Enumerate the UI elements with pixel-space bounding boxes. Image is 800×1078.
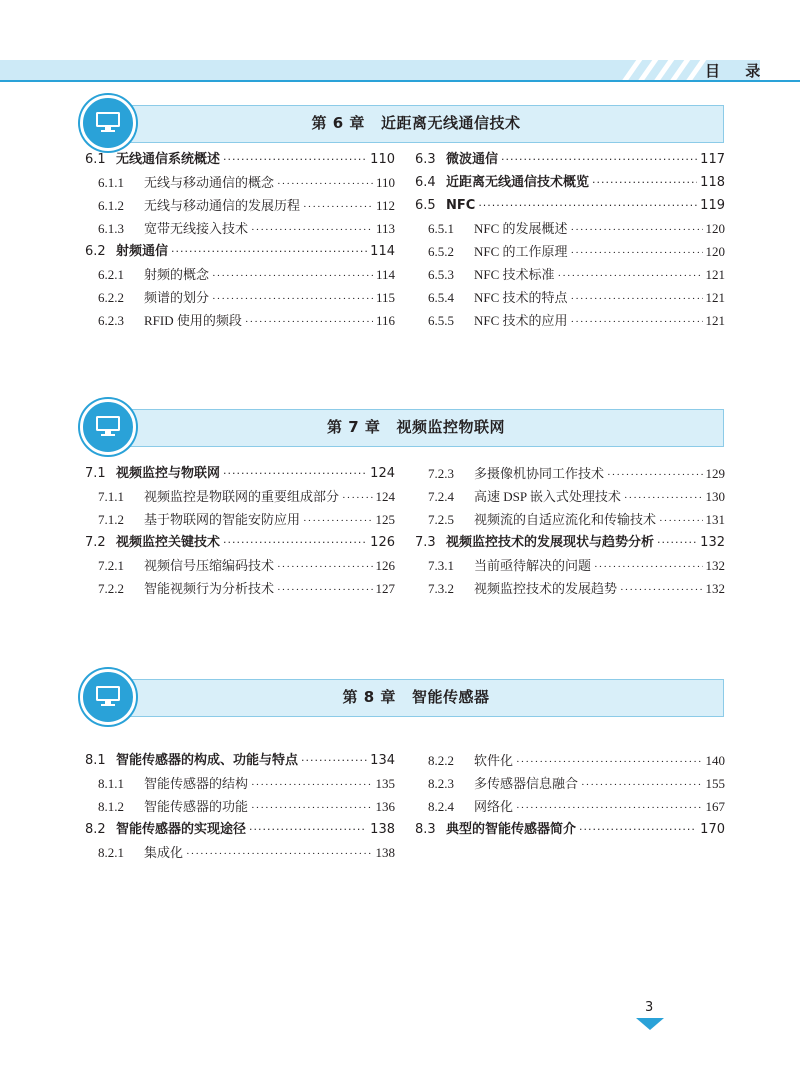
toc-entry-number: 7.1.2 — [98, 512, 124, 527]
toc-leader-dots — [251, 219, 373, 242]
toc-entry-title: 无线与移动通信的发展历程 — [144, 198, 301, 213]
toc-entry-number: 7.2 — [85, 535, 106, 550]
toc-entry-title: 近距离无线通信技术概览 — [446, 175, 590, 190]
toc-section-entry[interactable] — [85, 148, 395, 171]
toc-entry-number: 7.2.5 — [428, 512, 454, 527]
toc-entry-page: 125 — [375, 512, 395, 527]
toc-entry-title: 视频监控与物联网 — [116, 466, 221, 481]
toc-entry-number: 7.3.1 — [428, 558, 454, 573]
toc-subsection-entry[interactable] — [85, 286, 395, 309]
toc-entry-page: 114 — [375, 267, 395, 282]
toc-entry-number: 8.1 — [85, 753, 106, 768]
toc-entry-title: 频谱的划分 — [144, 290, 210, 305]
toc-entry-title: 无线通信系统概述 — [116, 152, 221, 167]
toc-entry-title: 视频监控关键技术 — [116, 535, 221, 550]
toc-entry-page: 130 — [705, 489, 725, 504]
toc-subsection-entry[interactable] — [415, 485, 725, 508]
toc-leader-dots — [251, 774, 372, 797]
toc-entry-number: 6.1.1 — [98, 175, 124, 190]
toc-entry-title: NFC 技术标准 — [474, 267, 555, 282]
chapter-label: 第 7 章 — [327, 418, 381, 436]
toc-entry-page: 140 — [705, 753, 725, 768]
toc-subsection-entry[interactable] — [415, 217, 725, 240]
toc-section-entry[interactable] — [415, 818, 725, 841]
toc-leader-dots — [223, 531, 367, 554]
toc-entry-page: 138 — [370, 822, 395, 837]
toc-leader-dots — [212, 265, 373, 288]
toc-entry-title: NFC — [446, 198, 476, 213]
toc-leader-dots — [659, 510, 702, 533]
toc-entry-page: 124 — [370, 466, 395, 481]
chapter-name: 近距离无线通信技术 — [380, 114, 521, 132]
toc-entry-number: 6.5.5 — [428, 313, 454, 328]
toc-subsection-entry[interactable] — [415, 772, 725, 795]
toc-entry-number: 6.2.1 — [98, 267, 124, 282]
toc-leader-dots — [212, 288, 373, 311]
toc-leader-dots — [251, 797, 372, 820]
toc-entry-number: 8.2.4 — [428, 799, 454, 814]
chapter-title — [110, 679, 722, 715]
toc-entry-title: 基于物联网的智能安防应用 — [144, 512, 301, 527]
toc-entry-number: 7.3.2 — [428, 581, 454, 596]
chapter-title — [110, 105, 722, 141]
toc-entry-page: 132 — [700, 535, 725, 550]
toc-leader-dots — [303, 196, 373, 219]
toc-entry-page: 112 — [375, 198, 395, 213]
toc-entry-title: 智能传感器的功能 — [144, 799, 249, 814]
toc-entry-page: 120 — [705, 221, 725, 236]
toc-entry-number: 8.2.2 — [428, 753, 454, 768]
toc-entry-page: 132 — [705, 558, 725, 573]
chapter-6-left-column — [85, 148, 395, 332]
toc-entry-page: 110 — [375, 175, 395, 190]
toc-leader-dots — [249, 818, 367, 841]
toc-entry-page: 115 — [375, 290, 395, 305]
toc-entry-page: 121 — [705, 267, 725, 282]
toc-entry-title: RFID 使用的频段 — [144, 313, 242, 328]
toc-leader-dots — [171, 240, 367, 263]
toc-leader-dots — [342, 487, 372, 510]
toc-entry-title: NFC 的发展概述 — [474, 221, 568, 236]
toc-entry-title: NFC 的工作原理 — [474, 244, 568, 259]
toc-entry-page: 136 — [375, 799, 395, 814]
toc-leader-dots — [558, 265, 703, 288]
toc-subsection-entry[interactable] — [415, 462, 725, 485]
toc-entry-number: 8.1.2 — [98, 799, 124, 814]
toc-entry-page: 121 — [705, 313, 725, 328]
toc-subsection-entry[interactable] — [415, 577, 725, 600]
toc-leader-dots — [277, 556, 372, 579]
toc-leader-dots — [581, 774, 702, 797]
toc-entry-title: 智能传感器的实现途径 — [116, 822, 247, 837]
toc-entry-number: 7.2.1 — [98, 558, 124, 573]
toc-section-entry[interactable] — [85, 818, 395, 841]
toc-entry-number: 7.3 — [415, 535, 436, 550]
toc-subsection-entry[interactable] — [85, 841, 395, 864]
toc-entry-title: 视频流的自适应流化和传输技术 — [474, 512, 657, 527]
toc-entry-title: NFC 技术的应用 — [474, 313, 568, 328]
toc-subsection-entry[interactable] — [415, 240, 725, 263]
chapter-8-left-column — [85, 749, 395, 864]
chapter-title — [110, 409, 722, 445]
toc-entry-number: 6.5.4 — [428, 290, 454, 305]
toc-entry-page: 155 — [705, 776, 725, 791]
toc-entry-number: 6.2.3 — [98, 313, 124, 328]
chapter-7-right-column — [415, 462, 725, 600]
toc-entry-title: 智能视频行为分析技术 — [144, 581, 275, 596]
toc-subsection-entry[interactable] — [85, 217, 395, 240]
toc-leader-dots — [624, 487, 703, 510]
toc-entry-number: 7.2.2 — [98, 581, 124, 596]
toc-entry-title: 典型的智能传感器简介 — [446, 822, 577, 837]
toc-entry-title: 网络化 — [474, 799, 514, 814]
computer-monitor-icon — [80, 399, 136, 455]
toc-leader-dots — [501, 148, 697, 171]
toc-section-entry[interactable] — [415, 531, 725, 554]
toc-entry-number: 6.1 — [85, 152, 106, 167]
toc-entry-page: 129 — [705, 466, 725, 481]
toc-leader-dots — [571, 288, 703, 311]
toc-entry-title: 智能传感器的构成、功能与特点 — [116, 753, 299, 768]
toc-leader-dots — [620, 579, 702, 602]
header-title: 目 录 — [705, 62, 771, 80]
toc-subsection-entry[interactable] — [85, 508, 395, 531]
toc-leader-dots — [303, 510, 372, 533]
toc-entry-title: 宽带无线接入技术 — [144, 221, 249, 236]
toc-subsection-entry[interactable] — [85, 171, 395, 194]
toc-leader-dots — [592, 171, 697, 194]
toc-entry-number: 8.3 — [415, 822, 436, 837]
toc-entry-number: 6.2 — [85, 244, 106, 259]
toc-subsection-entry[interactable] — [85, 263, 395, 286]
toc-subsection-entry[interactable] — [415, 795, 725, 818]
toc-entry-number: 6.2.2 — [98, 290, 124, 305]
toc-leader-dots — [657, 531, 697, 554]
toc-subsection-entry[interactable] — [85, 309, 395, 332]
toc-leader-dots — [277, 173, 373, 196]
chapter-7-banner — [80, 405, 725, 455]
toc-entry-page: 134 — [370, 753, 395, 768]
toc-subsection-entry[interactable] — [85, 577, 395, 600]
toc-subsection-entry[interactable] — [415, 749, 725, 772]
toc-entry-number: 8.2.1 — [98, 845, 124, 860]
toc-entry-title: 集成化 — [144, 845, 184, 860]
toc-entry-number: 7.2.3 — [428, 466, 454, 481]
chapter-name: 视频监控物联网 — [396, 418, 505, 436]
page-number: 3 — [645, 1000, 654, 1015]
toc-entry-page: 132 — [705, 581, 725, 596]
toc-entry-title: 视频信号压缩编码技术 — [144, 558, 275, 573]
toc-section-entry[interactable] — [85, 462, 395, 485]
chapter-7-left-column — [85, 462, 395, 600]
toc-entry-title: 软件化 — [474, 753, 514, 768]
toc-entry-title: 无线与移动通信的概念 — [144, 175, 275, 190]
toc-leader-dots — [301, 749, 367, 772]
toc-section-entry[interactable] — [415, 148, 725, 171]
toc-entry-page: 121 — [705, 290, 725, 305]
toc-subsection-entry[interactable] — [415, 309, 725, 332]
toc-leader-dots — [245, 311, 373, 334]
toc-entry-number: 6.1.3 — [98, 221, 124, 236]
toc-subsection-entry[interactable] — [415, 508, 725, 531]
toc-leader-dots — [223, 148, 367, 171]
toc-leader-dots — [516, 751, 702, 774]
toc-entry-number: 6.5.3 — [428, 267, 454, 282]
toc-entry-number: 8.1.1 — [98, 776, 124, 791]
chapter-6-right-column — [415, 148, 725, 332]
toc-subsection-entry[interactable] — [85, 485, 395, 508]
toc-entry-page: 126 — [375, 558, 395, 573]
toc-entry-page: 124 — [375, 489, 395, 504]
header-rule — [0, 80, 800, 82]
toc-entry-number: 7.1.1 — [98, 489, 124, 504]
toc-entry-page: 138 — [375, 845, 395, 860]
toc-leader-dots — [607, 464, 702, 487]
toc-leader-dots — [186, 843, 372, 866]
toc-entry-title: NFC 技术的特点 — [474, 290, 568, 305]
toc-leader-dots — [594, 556, 702, 579]
header-stripes — [600, 56, 710, 82]
toc-subsection-entry[interactable] — [85, 795, 395, 818]
toc-entry-number: 6.4 — [415, 175, 436, 190]
toc-entry-title: 多摄像机协同工作技术 — [474, 466, 605, 481]
toc-entry-page: 110 — [370, 152, 395, 167]
toc-entry-number: 6.5.1 — [428, 221, 454, 236]
toc-entry-page: 118 — [700, 175, 725, 190]
toc-leader-dots — [223, 462, 367, 485]
toc-subsection-entry[interactable] — [415, 554, 725, 577]
toc-entry-title: 视频监控技术的发展趋势 — [474, 581, 618, 596]
toc-entry-title: 高速 DSP 嵌入式处理技术 — [474, 489, 621, 504]
chapter-8-right-column — [415, 749, 725, 841]
computer-monitor-icon — [80, 95, 136, 151]
toc-leader-dots — [571, 219, 703, 242]
toc-entry-title: 当前亟待解决的问题 — [474, 558, 592, 573]
toc-entry-title: 微波通信 — [446, 152, 499, 167]
toc-entry-number: 8.2 — [85, 822, 106, 837]
toc-subsection-entry[interactable] — [85, 554, 395, 577]
toc-subsection-entry[interactable] — [415, 286, 725, 309]
toc-entry-number: 7.2.4 — [428, 489, 454, 504]
toc-entry-page: 126 — [370, 535, 395, 550]
toc-entry-page: 167 — [705, 799, 725, 814]
toc-subsection-entry[interactable] — [85, 194, 395, 217]
toc-section-entry[interactable] — [85, 749, 395, 772]
toc-section-entry[interactable] — [415, 194, 725, 217]
toc-entry-title: 视频监控是物联网的重要组成部分 — [144, 489, 340, 504]
chapter-label: 第 8 章 — [342, 688, 396, 706]
toc-leader-dots — [571, 311, 703, 334]
toc-entry-page: 170 — [700, 822, 725, 837]
toc-entry-title: 射频通信 — [116, 244, 169, 259]
toc-entry-number: 6.3 — [415, 152, 436, 167]
toc-entry-page: 127 — [375, 581, 395, 596]
toc-leader-dots — [277, 579, 372, 602]
toc-entry-title: 视频监控技术的发展现状与趋势分析 — [446, 535, 655, 550]
toc-entry-number: 6.5.2 — [428, 244, 454, 259]
toc-entry-title: 智能传感器的结构 — [144, 776, 249, 791]
toc-leader-dots — [478, 194, 697, 217]
toc-entry-page: 120 — [705, 244, 725, 259]
toc-entry-title: 多传感器信息融合 — [474, 776, 579, 791]
toc-entry-page: 117 — [700, 152, 725, 167]
toc-section-entry[interactable] — [85, 240, 395, 263]
toc-subsection-entry[interactable] — [415, 263, 725, 286]
toc-entry-title: 射频的概念 — [144, 267, 210, 282]
toc-entry-number: 8.2.3 — [428, 776, 454, 791]
toc-leader-dots — [571, 242, 703, 265]
toc-entry-page: 119 — [700, 198, 725, 213]
toc-subsection-entry[interactable] — [85, 772, 395, 795]
toc-leader-dots — [516, 797, 702, 820]
toc-section-entry[interactable] — [85, 531, 395, 554]
chapter-label: 第 6 章 — [311, 114, 365, 132]
toc-entry-page: 114 — [370, 244, 395, 259]
toc-leader-dots — [579, 818, 697, 841]
page-marker-triangle-icon — [636, 1018, 664, 1030]
toc-entry-page: 113 — [375, 221, 395, 236]
chapter-6-banner — [80, 101, 725, 151]
toc-entry-page: 116 — [375, 313, 395, 328]
chapter-name: 智能传感器 — [411, 688, 490, 706]
computer-monitor-icon — [80, 669, 136, 725]
toc-entry-page: 135 — [375, 776, 395, 791]
toc-entry-number: 6.1.2 — [98, 198, 124, 213]
toc-entry-number: 7.1 — [85, 466, 106, 481]
toc-entry-number: 6.5 — [415, 198, 436, 213]
chapter-8-banner — [80, 675, 725, 725]
toc-section-entry[interactable] — [415, 171, 725, 194]
toc-entry-page: 131 — [705, 512, 725, 527]
